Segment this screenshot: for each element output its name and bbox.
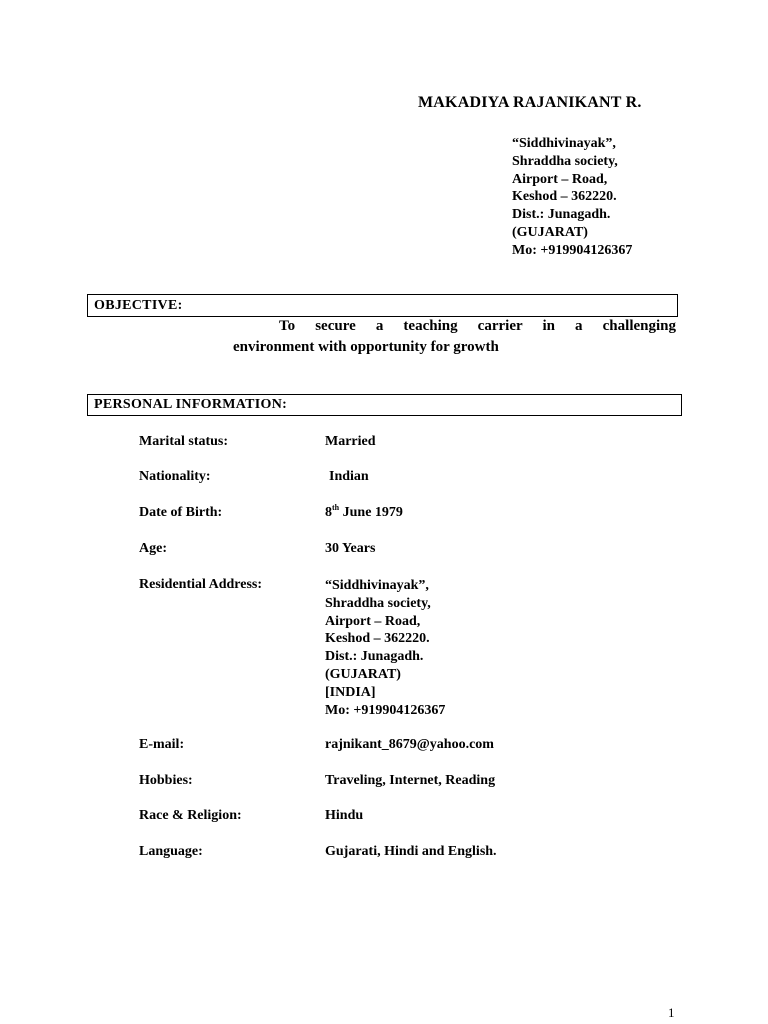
hobbies-label: Hobbies: (139, 773, 193, 788)
age-label: Age: (139, 541, 167, 556)
marital-status-label: Marital status: (139, 434, 229, 449)
header-address-line: Keshod – 362220. (512, 189, 617, 205)
objective-heading-box (87, 294, 678, 317)
page-number: 1 (668, 1005, 675, 1020)
marital-status-value: Married (325, 434, 376, 449)
objective-heading: OBJECTIVE: (94, 298, 183, 313)
residential-address-label: Residential Address: (139, 577, 263, 592)
header-address-line: Dist.: Junagadh. (512, 207, 611, 223)
email-label: E-mail: (139, 737, 185, 752)
dob-value (325, 505, 403, 521)
dob-day: 8 (325, 505, 332, 520)
email-value: rajnikant_8679@yahoo.com (325, 737, 494, 752)
address-line: Shraddha society, (325, 595, 431, 611)
nationality-label: Nationality: (139, 469, 211, 484)
candidate-name: MAKADIYA RAJANIKANT R. (418, 94, 642, 111)
header-address-line: Shraddha society, (512, 153, 618, 169)
address-line: Mo: +919904126367 (325, 702, 446, 718)
address-line: Dist.: Junagadh. (325, 649, 424, 665)
nationality-value: Indian (329, 469, 369, 484)
religion-value: Hindu (325, 808, 364, 823)
objective-text-line1: To secure a teaching carrier in a challenging (279, 318, 676, 334)
personal-info-heading: PERSONAL INFORMATION: (94, 397, 288, 412)
dob-label: Date of Birth: (139, 505, 223, 520)
dob-suffix: th (332, 503, 340, 512)
dob-month-year: June 1979 (339, 505, 403, 520)
header-address-line: “Siddhivinayak”, (512, 136, 616, 151)
address-line: (GUJARAT) (325, 666, 401, 682)
age-value: 30 Years (325, 541, 376, 556)
header-address (512, 135, 632, 260)
objective-text-line2: environment with opportunity for growth (233, 339, 499, 355)
header-address-line: (GUJARAT) (512, 224, 588, 240)
language-label: Language: (139, 844, 203, 859)
religion-label: Race & Religion: (139, 808, 242, 823)
address-line: [INDIA] (325, 684, 376, 700)
address-line: Keshod – 362220. (325, 631, 430, 647)
header-address-line: Airport – Road, (512, 171, 608, 187)
personal-info-heading-box (87, 394, 682, 416)
address-line: “Siddhivinayak”, (325, 578, 429, 593)
language-value: Gujarati, Hindi and English. (325, 844, 497, 859)
hobbies-value: Traveling, Internet, Reading (325, 773, 496, 788)
header-address-line: Mo: +919904126367 (512, 242, 633, 258)
address-line: Airport – Road, (325, 613, 421, 629)
residential-address-value (325, 577, 445, 719)
